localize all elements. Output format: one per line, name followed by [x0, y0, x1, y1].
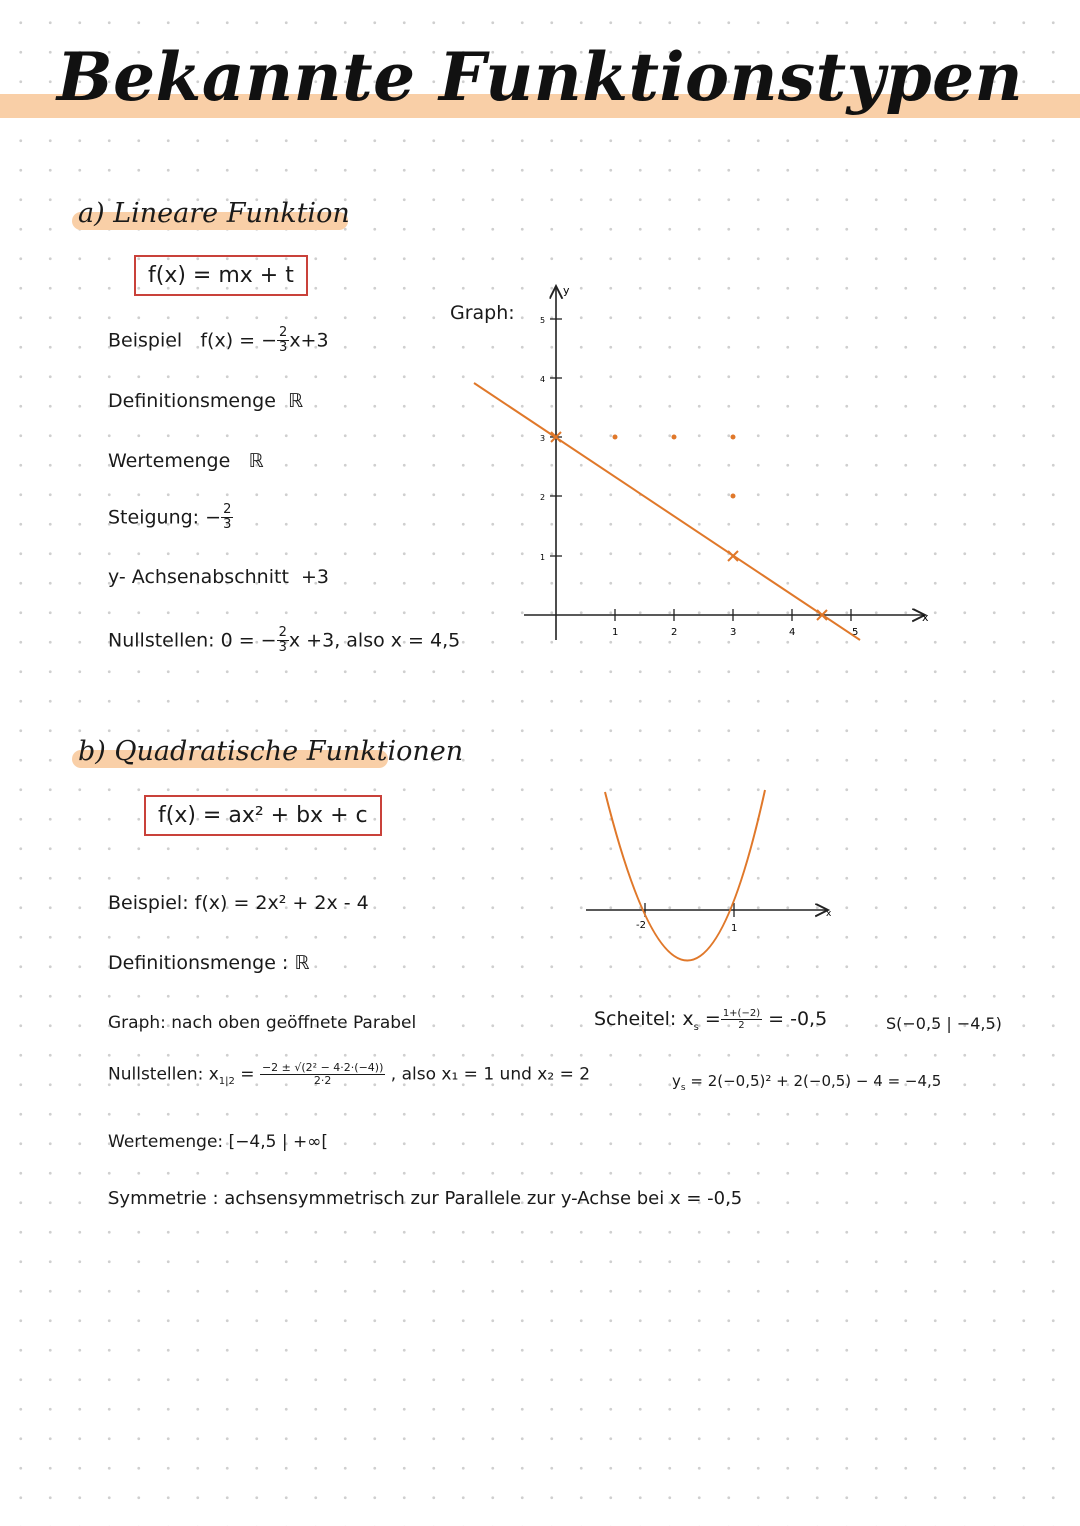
linear-y-tick-5: 5 — [540, 316, 546, 325]
linear-x-tick-1: 1 — [612, 627, 619, 638]
linear-example-lhs: f(x) = − — [200, 329, 278, 352]
linear-x-tick-3: 3 — [730, 627, 737, 638]
quadratic-vertex-result: = -0,5 — [762, 1008, 828, 1030]
quadratic-parabola — [605, 790, 765, 961]
quadratic-vertex-y-label: y — [672, 1072, 681, 1090]
quadratic-zeros-conclusion: , also x₁ = 1 und x₂ = 2 — [390, 1064, 591, 1085]
quadratic-graph-description: Graph: nach oben geöffnete Parabel — [108, 1013, 417, 1033]
quadratic-zeros — [108, 1062, 590, 1087]
quadratic-x-axis-label: x — [826, 909, 832, 919]
linear-y-tick-2: 2 — [540, 493, 546, 502]
slope-triangle-dots — [613, 435, 736, 499]
linear-zeros-rhs: x +3 — [288, 629, 335, 652]
quadratic-zeros-eq: = — [234, 1064, 255, 1085]
quadratic-zeros-label: Nullstellen: x — [108, 1064, 219, 1085]
quadratic-vertex-point: S(−0,5 | −4,5) — [886, 1014, 1002, 1033]
linear-domain-label: Definitionsmenge — [108, 390, 276, 412]
linear-x-tick-5: 5 — [852, 627, 859, 638]
quadratic-vertex-label: Scheitel: x — [594, 1008, 694, 1030]
quadratic-symmetry: Symmetrie : achsensymmetrisch zur Parallele zur y-Achse bei x = -0,5 — [108, 1188, 743, 1209]
linear-zeros-fraction: $\frac{2}{3}$ — [278, 625, 287, 656]
linear-slope-label: Steigung: — [108, 506, 200, 529]
quadratic-vertex-y-sub: s — [680, 1083, 686, 1093]
linear-example-rhs: x+3 — [289, 329, 329, 352]
page-title: Bekannte Funktionstypen — [56, 38, 1024, 116]
quadratic-formula-box: f(x) = ax² + bx + c — [144, 795, 382, 836]
linear-range-label: Wertemenge — [108, 450, 231, 472]
linear-y-axis-label: y — [563, 284, 570, 297]
linear-x-axis-label: x — [922, 611, 929, 624]
quadratic-range: Wertemenge: [−4,5 | +∞[ — [108, 1132, 329, 1152]
quadratic-vertex-x — [594, 1008, 827, 1033]
linear-graph-label: Graph: — [450, 302, 515, 324]
linear-y-tick-3: 3 — [540, 434, 546, 443]
quadratic-vertex-fraction: $\frac{1+(-2)}{2}$ — [722, 1008, 761, 1031]
linear-example — [108, 326, 329, 356]
quadratic-x-tick-minus2: -2 — [636, 920, 646, 931]
linear-slope-fraction: $\frac{2}{3}$ — [223, 502, 232, 533]
linear-example-fraction: $\frac{2}{3}$ — [279, 325, 288, 356]
linear-function-line — [474, 383, 860, 640]
linear-zeros-conclusion: , also x = 4,5 — [334, 629, 461, 652]
linear-example-label: Beispiel — [108, 329, 183, 352]
linear-formula-box: f(x) = mx + t — [134, 255, 308, 296]
linear-zeros-lhs: 0 = − — [220, 629, 277, 652]
quadratic-vertex-y-calc: = 2(−0,5)² + 2(−0,5) − 4 = −4,5 — [685, 1072, 942, 1090]
linear-zeros — [108, 626, 460, 656]
linear-graph — [460, 280, 940, 650]
linear-slope — [108, 503, 233, 533]
linear-domain-value: ℝ — [288, 390, 304, 412]
linear-y-tick-1: 1 — [540, 553, 546, 562]
linear-intercept-label: y- Achsenabschnitt — [108, 566, 289, 588]
quadratic-x-tick-1: 1 — [731, 923, 738, 934]
quadratic-vertex-sub: s — [693, 1021, 699, 1033]
quadratic-zeros-fraction: $\frac{\text{−2 ± √(2² − 4·2·(−4))}}{2\cdot 2}$ — [261, 1061, 384, 1088]
quadratic-vertex-y — [672, 1072, 941, 1093]
section-a-heading: a) Lineare Funktion — [78, 198, 350, 229]
linear-intercept — [108, 566, 329, 588]
quadratic-vertex-eq: = — [698, 1008, 721, 1030]
quadratic-graph — [580, 785, 840, 975]
quadratic-zeros-sub: 1|2 — [218, 1075, 235, 1087]
linear-slope-sign: − — [205, 506, 222, 529]
linear-y-tick-4: 4 — [540, 375, 546, 384]
quadratic-domain: Definitionsmenge : ℝ — [108, 952, 310, 974]
linear-x-tick-4: 4 — [789, 627, 796, 638]
linear-intercept-value: +3 — [301, 566, 330, 588]
linear-x-tick-2: 2 — [671, 627, 678, 638]
linear-domain — [108, 390, 303, 412]
quadratic-example: Beispiel: f(x) = 2x² + 2x - 4 — [108, 892, 369, 914]
linear-zeros-label: Nullstellen: — [108, 629, 215, 652]
linear-range-value: ℝ — [248, 450, 264, 472]
section-b-heading: b) Quadratische Funktionen — [78, 736, 464, 767]
linear-range — [108, 450, 264, 472]
